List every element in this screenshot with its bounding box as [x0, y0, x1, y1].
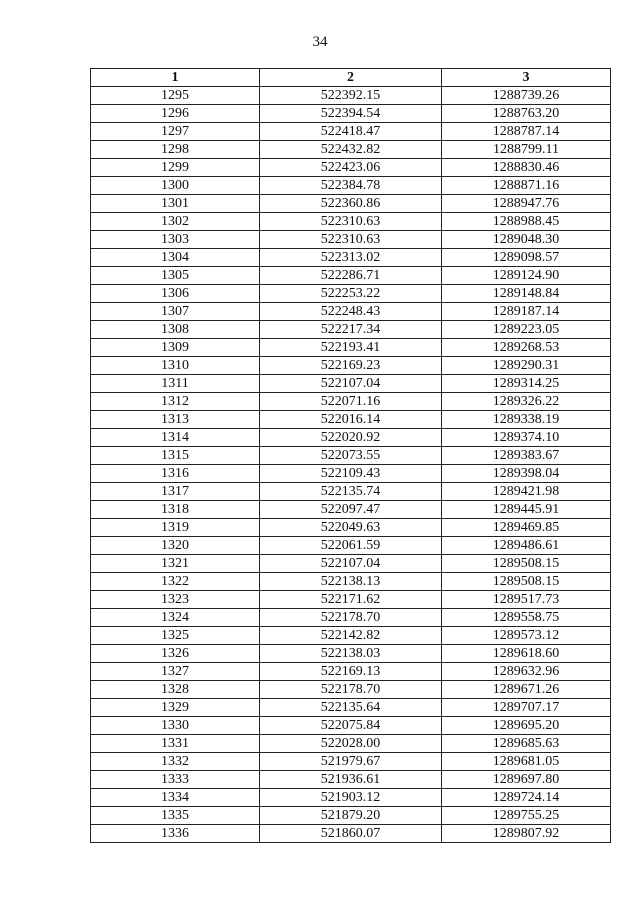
- point-number-cell: 1335: [91, 807, 260, 825]
- table-row: [91, 591, 611, 609]
- x-coordinate-cell: 522169.23: [260, 357, 442, 375]
- table-row: [91, 501, 611, 519]
- y-coordinate-cell: 1289338.19: [442, 411, 611, 429]
- x-coordinate-cell: 522286.71: [260, 267, 442, 285]
- y-coordinate-cell: 1289618.60: [442, 645, 611, 663]
- x-coordinate-cell: 522394.54: [260, 105, 442, 123]
- x-coordinate-cell: 522360.86: [260, 195, 442, 213]
- y-coordinate-cell: 1289098.57: [442, 249, 611, 267]
- point-number-cell: 1305: [91, 267, 260, 285]
- x-coordinate-cell: 522061.59: [260, 537, 442, 555]
- x-coordinate-cell: 521860.07: [260, 825, 442, 843]
- y-coordinate-cell: 1289445.91: [442, 501, 611, 519]
- table-row: [91, 249, 611, 267]
- y-coordinate-cell: 1289671.26: [442, 681, 611, 699]
- x-coordinate-cell: 522178.70: [260, 681, 442, 699]
- y-coordinate-cell: 1289697.80: [442, 771, 611, 789]
- point-number-cell: 1327: [91, 663, 260, 681]
- point-number-cell: 1311: [91, 375, 260, 393]
- y-coordinate-cell: 1289290.31: [442, 357, 611, 375]
- point-number-cell: 1316: [91, 465, 260, 483]
- table-row: [91, 231, 611, 249]
- column-header: 1: [91, 69, 260, 87]
- x-coordinate-cell: 522138.13: [260, 573, 442, 591]
- point-number-cell: 1318: [91, 501, 260, 519]
- x-coordinate-cell: 522171.62: [260, 591, 442, 609]
- table-row: [91, 735, 611, 753]
- x-coordinate-cell: 522016.14: [260, 411, 442, 429]
- y-coordinate-cell: 1288830.46: [442, 159, 611, 177]
- y-coordinate-cell: 1288787.14: [442, 123, 611, 141]
- point-number-cell: 1299: [91, 159, 260, 177]
- table-row: [91, 627, 611, 645]
- column-header: 3: [442, 69, 611, 87]
- point-number-cell: 1304: [91, 249, 260, 267]
- point-number-cell: 1309: [91, 339, 260, 357]
- x-coordinate-cell: 522384.78: [260, 177, 442, 195]
- y-coordinate-cell: 1288988.45: [442, 213, 611, 231]
- y-coordinate-cell: 1289421.98: [442, 483, 611, 501]
- header-row: [91, 69, 611, 87]
- point-number-cell: 1334: [91, 789, 260, 807]
- x-coordinate-cell: 522248.43: [260, 303, 442, 321]
- y-coordinate-cell: 1289268.53: [442, 339, 611, 357]
- x-coordinate-cell: 522028.00: [260, 735, 442, 753]
- x-coordinate-cell: 522075.84: [260, 717, 442, 735]
- x-coordinate-cell: 522049.63: [260, 519, 442, 537]
- point-number-cell: 1296: [91, 105, 260, 123]
- y-coordinate-cell: 1288947.76: [442, 195, 611, 213]
- point-number-cell: 1331: [91, 735, 260, 753]
- column-header: 2: [260, 69, 442, 87]
- point-number-cell: 1319: [91, 519, 260, 537]
- x-coordinate-cell: 522135.74: [260, 483, 442, 501]
- table-row: [91, 681, 611, 699]
- x-coordinate-cell: 522217.34: [260, 321, 442, 339]
- y-coordinate-cell: 1289048.30: [442, 231, 611, 249]
- y-coordinate-cell: 1289187.14: [442, 303, 611, 321]
- x-coordinate-cell: 522071.16: [260, 393, 442, 411]
- y-coordinate-cell: 1289374.10: [442, 429, 611, 447]
- table-row: [91, 753, 611, 771]
- table-header: [91, 69, 611, 87]
- point-number-cell: 1325: [91, 627, 260, 645]
- table-row: [91, 789, 611, 807]
- table-row: [91, 267, 611, 285]
- x-coordinate-cell: 522107.04: [260, 555, 442, 573]
- point-number-cell: 1313: [91, 411, 260, 429]
- table-body: [91, 87, 611, 843]
- x-coordinate-cell: 521879.20: [260, 807, 442, 825]
- table-row: [91, 303, 611, 321]
- table-row: [91, 195, 611, 213]
- y-coordinate-cell: 1288871.16: [442, 177, 611, 195]
- y-coordinate-cell: 1289558.75: [442, 609, 611, 627]
- table-row: [91, 339, 611, 357]
- table-row: [91, 537, 611, 555]
- x-coordinate-cell: 521936.61: [260, 771, 442, 789]
- x-coordinate-cell: 522310.63: [260, 213, 442, 231]
- x-coordinate-cell: 522418.47: [260, 123, 442, 141]
- y-coordinate-cell: 1289314.25: [442, 375, 611, 393]
- y-coordinate-cell: 1289685.63: [442, 735, 611, 753]
- y-coordinate-cell: 1289508.15: [442, 555, 611, 573]
- y-coordinate-cell: 1289508.15: [442, 573, 611, 591]
- table-row: [91, 807, 611, 825]
- x-coordinate-cell: 521979.67: [260, 753, 442, 771]
- y-coordinate-cell: 1289517.73: [442, 591, 611, 609]
- table-row: [91, 447, 611, 465]
- point-number-cell: 1324: [91, 609, 260, 627]
- y-coordinate-cell: 1289724.14: [442, 789, 611, 807]
- point-number-cell: 1306: [91, 285, 260, 303]
- y-coordinate-cell: 1289148.84: [442, 285, 611, 303]
- x-coordinate-cell: 522253.22: [260, 285, 442, 303]
- point-number-cell: 1326: [91, 645, 260, 663]
- y-coordinate-cell: 1289398.04: [442, 465, 611, 483]
- table-row: [91, 141, 611, 159]
- table-row: [91, 465, 611, 483]
- page-number: 34: [312, 34, 328, 50]
- x-coordinate-cell: 521903.12: [260, 789, 442, 807]
- y-coordinate-cell: 1289124.90: [442, 267, 611, 285]
- y-coordinate-cell: 1289755.25: [442, 807, 611, 825]
- table-row: [91, 87, 611, 105]
- table-row: [91, 555, 611, 573]
- table-row: [91, 663, 611, 681]
- table-row: [91, 609, 611, 627]
- point-number-cell: 1308: [91, 321, 260, 339]
- table-row: [91, 105, 611, 123]
- y-coordinate-cell: 1289469.85: [442, 519, 611, 537]
- y-coordinate-cell: 1289681.05: [442, 753, 611, 771]
- table-row: [91, 357, 611, 375]
- x-coordinate-cell: 522310.63: [260, 231, 442, 249]
- point-number-cell: 1312: [91, 393, 260, 411]
- y-coordinate-cell: 1288739.26: [442, 87, 611, 105]
- table-row: [91, 159, 611, 177]
- y-coordinate-cell: 1289573.12: [442, 627, 611, 645]
- x-coordinate-cell: 522135.64: [260, 699, 442, 717]
- point-number-cell: 1328: [91, 681, 260, 699]
- point-number-cell: 1301: [91, 195, 260, 213]
- x-coordinate-cell: 522109.43: [260, 465, 442, 483]
- x-coordinate-cell: 522392.15: [260, 87, 442, 105]
- point-number-cell: 1323: [91, 591, 260, 609]
- point-number-cell: 1310: [91, 357, 260, 375]
- point-number-cell: 1300: [91, 177, 260, 195]
- point-number-cell: 1329: [91, 699, 260, 717]
- table-row: [91, 213, 611, 231]
- point-number-cell: 1336: [91, 825, 260, 843]
- x-coordinate-cell: 522097.47: [260, 501, 442, 519]
- point-number-cell: 1332: [91, 753, 260, 771]
- table-row: [91, 717, 611, 735]
- x-coordinate-cell: 522178.70: [260, 609, 442, 627]
- table-row: [91, 519, 611, 537]
- table-row: [91, 321, 611, 339]
- x-coordinate-cell: 522107.04: [260, 375, 442, 393]
- point-number-cell: 1298: [91, 141, 260, 159]
- table-row: [91, 645, 611, 663]
- point-number-cell: 1302: [91, 213, 260, 231]
- x-coordinate-cell: 522073.55: [260, 447, 442, 465]
- y-coordinate-cell: 1289383.67: [442, 447, 611, 465]
- table-row: [91, 177, 611, 195]
- y-coordinate-cell: 1289486.61: [442, 537, 611, 555]
- point-number-cell: 1320: [91, 537, 260, 555]
- table-row: [91, 123, 611, 141]
- y-coordinate-cell: 1289695.20: [442, 717, 611, 735]
- point-number-cell: 1322: [91, 573, 260, 591]
- point-number-cell: 1317: [91, 483, 260, 501]
- point-number-cell: 1314: [91, 429, 260, 447]
- y-coordinate-cell: 1288799.11: [442, 141, 611, 159]
- point-number-cell: 1303: [91, 231, 260, 249]
- x-coordinate-cell: 522193.41: [260, 339, 442, 357]
- table-row: [91, 429, 611, 447]
- x-coordinate-cell: 522138.03: [260, 645, 442, 663]
- point-number-cell: 1297: [91, 123, 260, 141]
- point-number-cell: 1295: [91, 87, 260, 105]
- table-row: [91, 699, 611, 717]
- point-number-cell: 1333: [91, 771, 260, 789]
- table-row: [91, 375, 611, 393]
- point-number-cell: 1321: [91, 555, 260, 573]
- x-coordinate-cell: 522432.82: [260, 141, 442, 159]
- y-coordinate-cell: 1289707.17: [442, 699, 611, 717]
- x-coordinate-cell: 522169.13: [260, 663, 442, 681]
- y-coordinate-cell: 1288763.20: [442, 105, 611, 123]
- table-row: [91, 573, 611, 591]
- x-coordinate-cell: 522142.82: [260, 627, 442, 645]
- table-row: [91, 483, 611, 501]
- coordinates-table: [90, 68, 611, 843]
- point-number-cell: 1307: [91, 303, 260, 321]
- table-row: [91, 411, 611, 429]
- y-coordinate-cell: 1289807.92: [442, 825, 611, 843]
- y-coordinate-cell: 1289326.22: [442, 393, 611, 411]
- point-number-cell: 1315: [91, 447, 260, 465]
- y-coordinate-cell: 1289632.96: [442, 663, 611, 681]
- table-row: [91, 285, 611, 303]
- y-coordinate-cell: 1289223.05: [442, 321, 611, 339]
- point-number-cell: 1330: [91, 717, 260, 735]
- x-coordinate-cell: 522020.92: [260, 429, 442, 447]
- table-row: [91, 825, 611, 843]
- table-row: [91, 771, 611, 789]
- x-coordinate-cell: 522423.06: [260, 159, 442, 177]
- x-coordinate-cell: 522313.02: [260, 249, 442, 267]
- table-row: [91, 393, 611, 411]
